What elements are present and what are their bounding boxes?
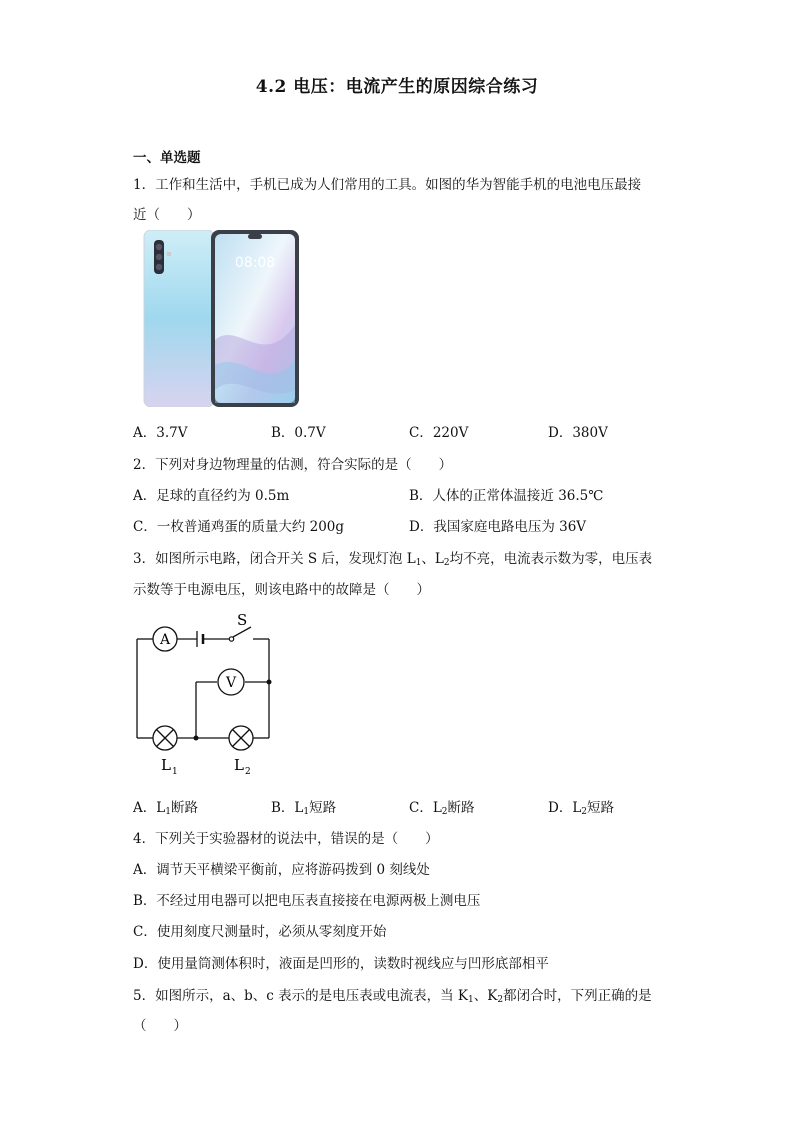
lamp-l1-sub: 1 xyxy=(172,767,178,777)
q4-option-c: C．使用刻度尺测量时，必须从零刻度开始 xyxy=(133,924,387,940)
q3-option-a: A．$L_1$断路 xyxy=(133,800,198,817)
q5-stem-line2: （ ） xyxy=(133,1018,187,1034)
q2-option-b: B．人体的正常体温接近 36.5℃ xyxy=(409,488,604,504)
q1-option-b: B．0.7V xyxy=(271,425,326,441)
q3-option-b: B．$L_1$短路 xyxy=(271,800,337,817)
q4-option-b: B．不经过用电器可以把电压表直接接在电源两极上测电压 xyxy=(133,893,481,909)
q4-stem: 4．下列关于实验器材的说法中，错误的是（ ） xyxy=(133,831,439,847)
q2-stem: 2．下列对身边物理量的估测，符合实际的是（ ） xyxy=(133,457,453,473)
q1-stem-line2: 近（ ） xyxy=(133,207,201,223)
q1-option-a: A．3.7V xyxy=(133,425,188,441)
q1-option-d: D．380V xyxy=(548,425,608,441)
q4-option-a: A．调节天平横梁平衡前，应将游码拨到 0 刻线处 xyxy=(133,862,430,878)
page-title: 4.2 电压：电流产生的原因综合练习 xyxy=(255,77,539,97)
phone-image xyxy=(143,230,299,407)
q1-option-c: C．220V xyxy=(409,425,469,441)
lamp-l2-label: L xyxy=(234,756,244,774)
ammeter-label: A xyxy=(159,632,171,648)
q5-stem-line1: 5．如图所示，a、b、c 表示的是电压表或电流表，当 $K_1$、$K_2$都闭合时，下列正确的是 xyxy=(133,988,652,1005)
lamp-l1-label: L xyxy=(161,756,171,774)
lamp-l2-sub: 2 xyxy=(245,767,251,777)
q2-option-c: C．一枚普通鸡蛋的质量大约 200g xyxy=(133,519,345,535)
q4-option-d: D．使用量筒测体积时，液面是凹形的，读数时视线应与凹形底部相平 xyxy=(133,956,549,972)
q3-stem-line2: 示数等于电源电压，则该电路中的故障是（ ） xyxy=(133,582,430,598)
lamp-l2-icon xyxy=(229,726,253,750)
q3-stem-line1: 3．如图所示电路，闭合开关 S 后，发现灯泡 $L_1$、$L_2$均不亮，电流表示数为零，电压表 xyxy=(133,551,653,568)
q1-stem-line1: 1．工作和生活中，手机已成为人们常用的工具。如图的华为智能手机的电池电压最接 xyxy=(133,177,642,193)
q2-option-a: A．足球的直径约为 0.5m xyxy=(133,488,290,504)
q3-option-c: C．$L_2$断路 xyxy=(409,800,475,817)
switch-icon xyxy=(229,637,233,641)
circuit-diagram xyxy=(133,610,283,780)
q3-option-d: D．$L_2$短路 xyxy=(548,800,615,817)
lamp-l1-icon xyxy=(153,726,177,750)
switch-label: S xyxy=(237,611,248,629)
voltmeter-label: V xyxy=(225,675,237,691)
phone-clock: 08:08 xyxy=(234,255,276,271)
q2-option-d: D．我国家庭电路电压为 36V xyxy=(409,519,587,535)
section-heading: 一、单选题 xyxy=(133,150,201,166)
